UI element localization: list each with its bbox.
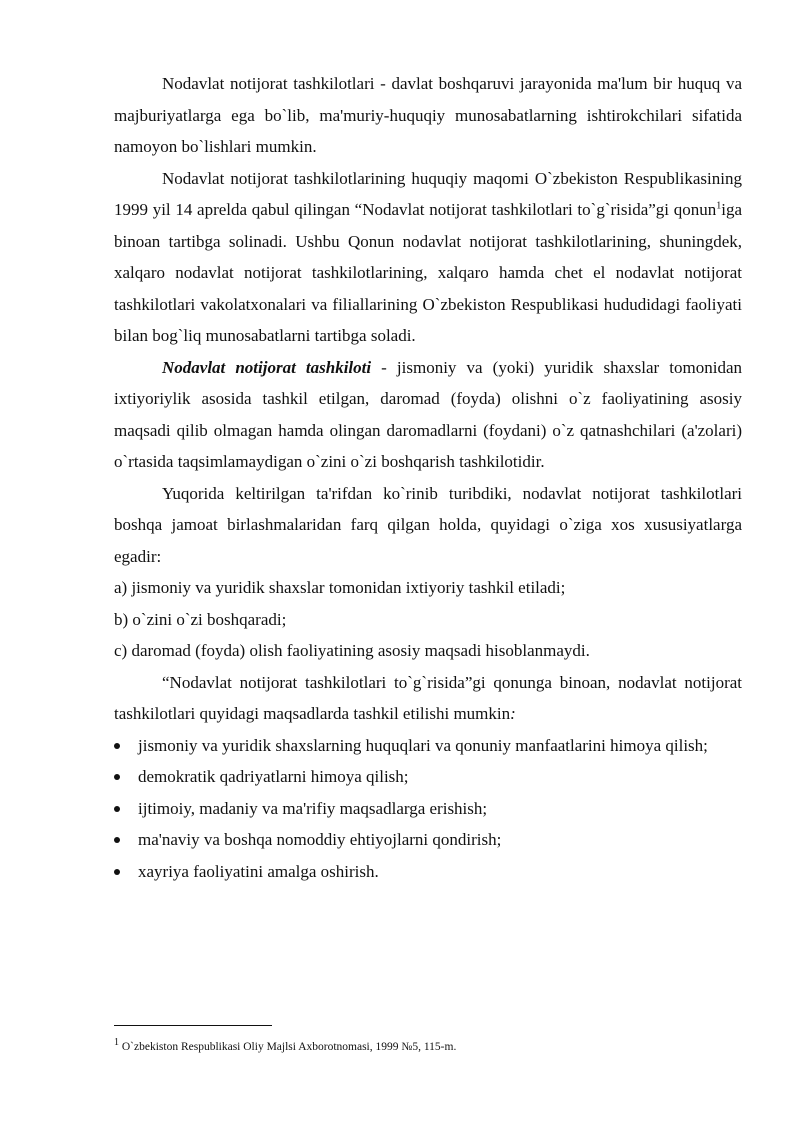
list-item — [114, 856, 742, 888]
paragraph-text: Nodavlat notijorat tashkilotlarining huquqiy maqomi O`zbekiston Respublikasining 1999 yil 14 aprelda qabul qilingan “Nodavlat notijorat tashkilotlari to`g`risida”gi qonun — [114, 168, 742, 219]
footnote-text: O`zbekiston Respublikasi Oliy Majlsi Axborotnomasi, 1999 №5, 115-m. — [119, 1041, 457, 1053]
bullet-icon — [114, 869, 120, 875]
list-item-text: xayriya faoliyatini amalga oshirish. — [138, 861, 379, 881]
paragraph-legal-status — [114, 163, 742, 352]
feature-item-a: a) jismoniy va yuridik shaxslar tomonidan ixtiyoriy tashkil etiladi; — [114, 578, 566, 597]
paragraph-text: Nodavlat notijorat tashkilotlari - davlat boshqaruvi jarayonida ma'lum bir huquq va majburiyatlarga ega bo`lib, ma'muriy-huquqiy munosabatlarning ishtirokchilari sifatida namoyon bo`lishlari mumkin. — [114, 74, 742, 156]
paragraph-text: Yuqorida keltirilgan ta'rifdan ko`rinib turibdiki, nodavlat notijorat tashkilotlari boshqa jamoat birlashmalaridan farq qilgan holda, quyidagi o`ziga xos xususiyatlarga egadir: — [114, 483, 742, 566]
paragraph-text: - jismoniy va (yoki) yuridik shaxslar tomonidan ixtiyoriylik asosida tashkil etilgan, daromad (foyda) olishni o`z faoliyatining asosiy maqsadi qilib olmagan hamda olingan daromadlarni (foydani) o`z qatnashchilari (a'zolari) o`rtasida taqsimlamaydigan o`zini o`zi boshqarish tashkilotidir. — [114, 357, 742, 471]
defined-term: Nodavlat notijorat tashkiloti — [162, 357, 372, 377]
purposes-list — [114, 730, 742, 888]
paragraph-purposes-intro — [114, 667, 742, 730]
list-item — [114, 761, 742, 793]
list-item — [114, 730, 742, 762]
footnote-separator — [114, 1025, 272, 1026]
feature-item-c: c) daromad (foyda) olish faoliyatining asosiy maqsadi hisoblanmaydi. — [114, 641, 590, 660]
feature-item-b: b) o`zini o`zi boshqaradi; — [114, 609, 287, 629]
bullet-icon — [114, 743, 120, 749]
footnote-reference[interactable]: 1 — [716, 200, 722, 212]
paragraph-ngo-rights — [114, 68, 742, 163]
paragraph-text: iga binoan tartibga solinadi. Ushbu Qonun nodavlat notijorat tashkilotlarining, shuningdek, xalqaro nodavlat notijorat tashkilotlarining, xalqaro hamda chet el nodavlat notijorat tashkilotlari vakolatxonalari va filiallarining O`zbekiston Respublikasi hududidagi faoliyati bilan bog`liq munosabatlarni tartibga soladi. — [114, 200, 742, 345]
paragraph-text: “Nodavlat notijorat tashkilotlari to`g`risida”gi qonunga binoan, nodavlat notijorat tashkilotlari quyidagi maqsadlarda tashkil etilishi mumkin — [114, 672, 742, 723]
document-body — [114, 68, 742, 887]
bullet-icon — [114, 837, 120, 843]
footnote — [114, 1037, 457, 1054]
paragraph-colon: : — [510, 704, 516, 723]
list-item — [114, 824, 742, 856]
paragraph-definition — [114, 352, 742, 478]
list-item-text: jismoniy va yuridik shaxslarning huquqlari va qonuniy manfaatlarini himoya qilish; — [138, 735, 708, 755]
list-item — [114, 793, 742, 825]
paragraph-features-intro — [114, 478, 742, 573]
list-item-text: ijtimoiy, madaniy va ma'rifiy maqsadlarga erishish; — [138, 798, 488, 818]
bullet-icon — [114, 806, 120, 812]
list-item-text: demokratik qadriyatlarni himoya qilish; — [138, 767, 409, 786]
list-item-text: ma'naviy va boshqa nomoddiy ehtiyojlarni qondirish; — [138, 830, 502, 849]
footnote-marker: 1 — [114, 1037, 119, 1049]
bullet-icon — [114, 774, 120, 780]
